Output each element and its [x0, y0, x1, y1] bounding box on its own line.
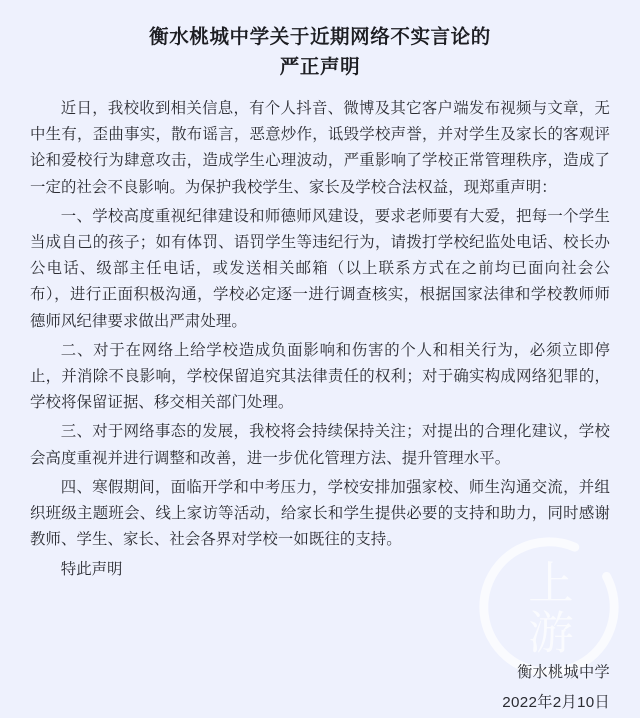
signature-block [0, 658, 640, 718]
signature-date: 2022年2月10日 [502, 693, 610, 711]
title-line-2: 严正声明 [279, 56, 361, 78]
svg-text:游: 游 [528, 607, 574, 659]
document-title [0, 0, 640, 82]
paragraph-item-2: 二、对于在网络上给学校造成负面影响和伤害的个人和相关行为，必须立即停止，并消除不良影响，学校保留追究其法律责任的权利；对于确实构成网络犯罪的，学校将保留证据、移交相关部门处理。 [30, 341, 610, 412]
title-line-1: 衡水桃城中学关于近期网络不实言论的 [149, 26, 491, 48]
signature-issuer: 衡水桃城中学 [517, 663, 610, 681]
paragraph-item-3: 三、对于网络事态的发展，我校将会持续保持关注；对提出的合理化建议，学校会高度重视并进行调整和改善，进一步优化管理方法、提升管理水平。 [30, 423, 610, 467]
paragraph-item-1: 一、学校高度重视纪律建设和师德师风建设，要求老师要有大爱，把每一个学生当成自己的孩子；如有体罚、语罚学生等违纪行为，请拨打学校纪监处电话、校长办公电话、级部主任电话，或发送相关邮箱（以上联系方式在之前均已面向社会公布），进行正面积极沟通，学校必定逐一进行调查核实，根据国家法律和学校教师师德师风纪律要求做出严肃处理。 [30, 207, 610, 330]
svg-text:上: 上 [528, 558, 574, 610]
paragraph-intro: 近日，我校收到相关信息，有个人抖音、微博及其它客户端发布视频与文章，无中生有，歪曲事实，散布谣言，恶意炒作，诋毁学校声誉，并对学生及家长的客观评论和爱校行为肆意攻击，造成学生心理波动，严重影响了学校正常管理秩序，造成了一定的社会不良影响。为保护我校学生、家长及学校合法权益，现郑重声明： [30, 100, 610, 196]
closing-statement: 特此声明 [60, 561, 123, 579]
paragraph-item-4: 四、寒假期间，面临开学和中考压力，学校安排加强家校、师生沟通交流，并组织班级主题班会、线上家访等活动，给家长和学生提供必要的支持和助力，同时感谢教师、学生、家长、社会各界对学校一如既往的支持。 [30, 478, 610, 549]
document-body [0, 82, 640, 584]
